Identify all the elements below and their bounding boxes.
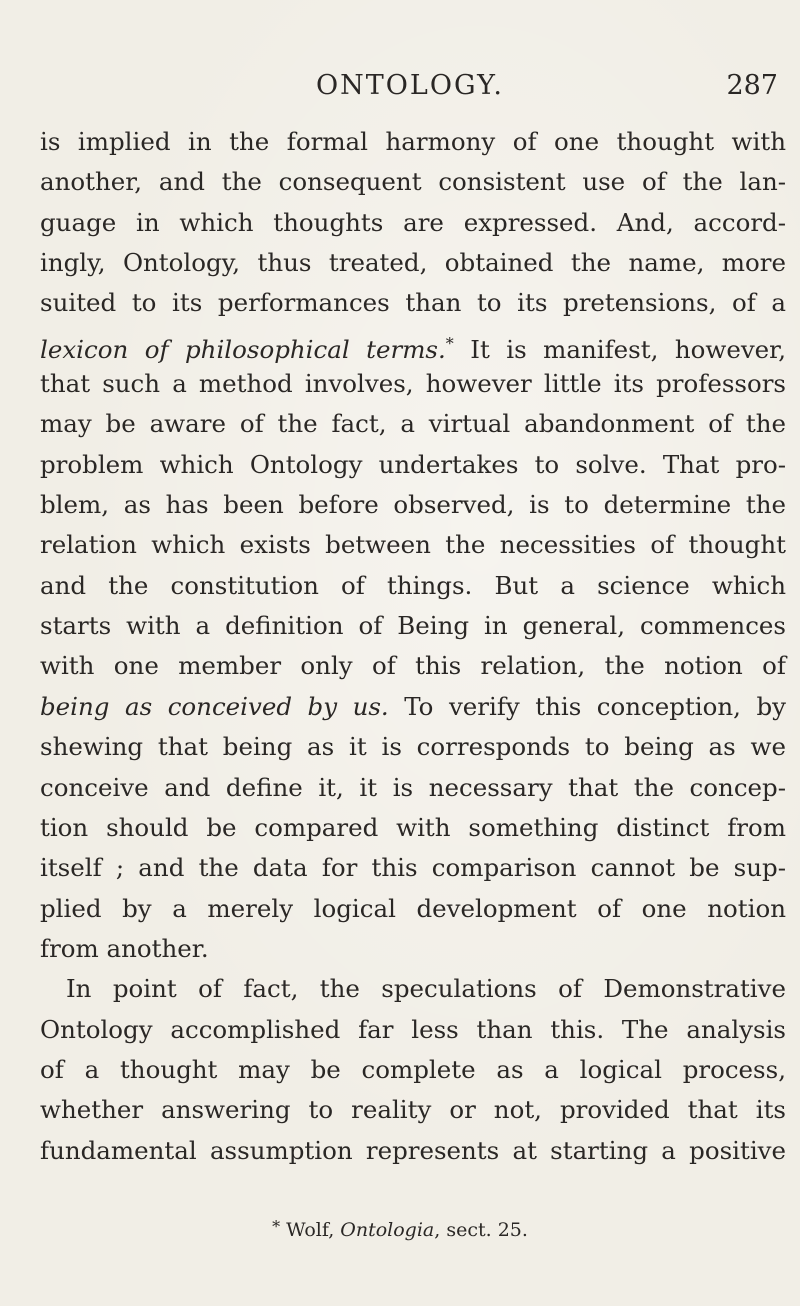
text-line: another, and the consequent consistent use of the lan- bbox=[40, 167, 786, 197]
footnote bbox=[0, 1213, 800, 1244]
text-line: that such a method involves, however little its professors bbox=[40, 369, 786, 399]
footnote-reference: * bbox=[445, 333, 454, 353]
page-number: 287 bbox=[726, 70, 778, 101]
text-line: ingly, Ontology, thus treated, obtained the name, more bbox=[40, 248, 786, 278]
paragraph-start-line: In point of fact, the speculations of Demonstrative bbox=[66, 974, 786, 1004]
text-line: conceive and define it, it is necessary that the concep- bbox=[40, 772, 786, 802]
text-line: suited to its performances than to its pretensions, of a bbox=[40, 288, 786, 318]
text-line: relation which exists between the necessities of thought bbox=[40, 530, 786, 560]
body-text bbox=[40, 122, 786, 1171]
text-line bbox=[40, 324, 786, 364]
text-line: Ontology accomplished far less than this. The analysis bbox=[40, 1014, 786, 1044]
text-line: plied by a merely logical development of one notion bbox=[40, 893, 786, 923]
line-rest: To verify this conception, by bbox=[388, 691, 786, 721]
text-line: guage in which thoughts are expressed. And, accord- bbox=[40, 207, 786, 237]
text-line: itself ; and the data for this comparison cannot be sup- bbox=[40, 853, 786, 883]
text-line: fundamental assumption represents at starting a positive bbox=[40, 1135, 786, 1165]
footnote-work: Ontologia bbox=[340, 1219, 435, 1241]
text-line: with one member only of this relation, the notion of bbox=[40, 651, 786, 681]
text-line: tion should be compared with something distinct from bbox=[40, 812, 786, 842]
footnote-mark: * bbox=[272, 1217, 281, 1236]
text-line bbox=[40, 687, 786, 727]
text-line: problem which Ontology undertakes to solve. That pro- bbox=[40, 449, 786, 479]
text-line: starts with a definition of Being in general, commences bbox=[40, 611, 786, 641]
text-line: whether answering to reality or not, provided that its bbox=[40, 1095, 786, 1125]
text-line: and the constitution of things. But a science which bbox=[40, 570, 786, 600]
text-line: shewing that being as it is corresponds to being as we bbox=[40, 732, 786, 762]
running-header bbox=[42, 66, 778, 106]
line-rest: It is manifest, however, bbox=[453, 334, 786, 364]
italic-phrase: being as conceived by us. bbox=[40, 691, 389, 721]
text-line: of a thought may be complete as a logical process, bbox=[40, 1054, 786, 1084]
text-line: may be aware of the fact, a virtual abandonment of the bbox=[40, 409, 786, 439]
paragraph-end-line: from another. bbox=[40, 933, 209, 963]
running-title: ONTOLOGY. bbox=[316, 70, 504, 101]
text-line: is implied in the formal harmony of one thought with bbox=[40, 127, 786, 156]
footnote-author: Wolf, bbox=[286, 1219, 341, 1241]
italic-phrase: lexicon of philosophical terms. bbox=[40, 334, 446, 364]
footnote-ref: , sect. 25. bbox=[434, 1219, 528, 1241]
text-line: blem, as has been before observed, is to determine the bbox=[40, 490, 786, 520]
